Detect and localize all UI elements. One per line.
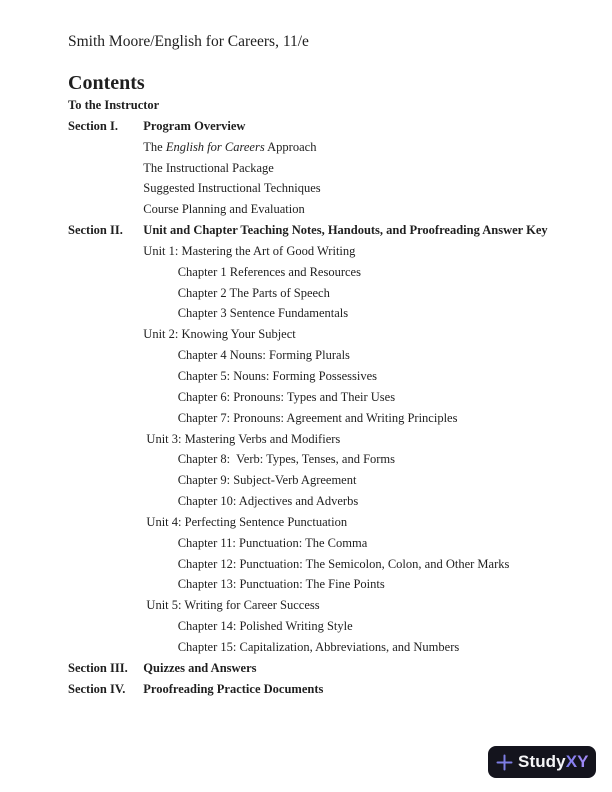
toc-item-sub (68, 158, 598, 179)
toc-section-label: Section IV. (68, 681, 126, 696)
toc-item-sub (68, 137, 598, 158)
toc-item-chapter (68, 366, 598, 387)
toc-item-title: The English for Careers Approach (143, 139, 317, 154)
toc-item-title: Unit 4: Perfecting Sentence Punctuation (143, 514, 348, 529)
toc-item-title: Chapter 10: Adjectives and Adverbs (177, 494, 359, 509)
page-title: Contents (68, 72, 145, 94)
toc-item-title: Chapter 7: Pronouns: Agreement and Writing Principles (177, 410, 458, 425)
toc-section-label: Section III. (68, 660, 128, 675)
toc-item-title: Chapter 3 Sentence Fundamentals (177, 306, 349, 321)
toc-item-sub (68, 178, 598, 199)
logo-wordmark (518, 752, 589, 772)
toc-item-section (68, 116, 598, 137)
toc-item-title: Unit 3: Mastering Verbs and Modifiers (143, 431, 341, 446)
toc-item-chapter (68, 470, 598, 491)
toc-item-title: Quizzes and Answers (143, 660, 257, 675)
toc-section-label: Section II. (68, 223, 123, 238)
toc-item-sub (68, 324, 598, 345)
toc-item-chapter (68, 616, 598, 637)
toc-item-title: Chapter 6: Pronouns: Types and Their Uses (177, 389, 396, 404)
toc-item-intro (68, 95, 598, 116)
plus-icon (496, 754, 513, 771)
toc-item-title: Unit and Chapter Teaching Notes, Handouts, and Proofreading Answer Key (143, 223, 548, 238)
toc-item-title: Chapter 1 References and Resources (177, 264, 361, 279)
toc-item-title: Chapter 15: Capitalization, Abbreviations, and Numbers (177, 639, 460, 654)
toc-item-chapter (68, 637, 598, 658)
toc-item-title: Chapter 13: Punctuation: The Fine Points (177, 577, 385, 592)
toc-item-title: The Instructional Package (143, 160, 274, 175)
toc-item-sub (68, 429, 598, 450)
toc-item-title: Proofreading Practice Documents (143, 681, 324, 696)
toc-item-chapter (68, 387, 598, 408)
toc-item-chapter (68, 303, 598, 324)
toc-list (68, 95, 598, 699)
toc-item-chapter (68, 449, 598, 470)
running-header: Smith Moore/English for Careers, 11/e (68, 33, 309, 50)
toc-item-chapter (68, 554, 598, 575)
toc-item-sub (68, 199, 598, 220)
toc-item-chapter (68, 408, 598, 429)
toc-item-section (68, 679, 598, 700)
toc-item-chapter (68, 574, 598, 595)
toc-item-title: Chapter 12: Punctuation: The Semicolon, Colon, and Other Marks (177, 556, 510, 571)
toc-item-title: Suggested Instructional Techniques (143, 181, 321, 196)
toc-section-label: Section I. (68, 118, 118, 133)
toc-item-section (68, 658, 598, 679)
toc-item-title: Chapter 8: Verb: Types, Tenses, and Forms (177, 452, 396, 467)
toc-item-title: Unit 2: Knowing Your Subject (143, 327, 296, 342)
toc-item-title: Unit 1: Mastering the Art of Good Writing (143, 243, 356, 258)
studyxy-logo-badge (488, 746, 596, 778)
toc-item-chapter (68, 262, 598, 283)
toc-item-title: Program Overview (143, 118, 246, 133)
toc-item-sub (68, 595, 598, 616)
logo-text-accent: XY (565, 752, 589, 771)
toc-item-chapter (68, 345, 598, 366)
toc-item-sub (68, 241, 598, 262)
toc-item-title: Course Planning and Evaluation (143, 202, 305, 217)
toc-item-section (68, 220, 598, 241)
toc-item-title: Chapter 2 The Parts of Speech (177, 285, 330, 300)
toc-item-chapter (68, 491, 598, 512)
logo-text-primary: Study (518, 752, 566, 771)
toc-item-title: Chapter 11: Punctuation: The Comma (177, 535, 368, 550)
toc-item-title: Unit 5: Writing for Career Success (143, 598, 320, 613)
toc-item-title: Chapter 5: Nouns: Forming Possessives (177, 368, 377, 383)
toc-item-title: Chapter 14: Polished Writing Style (177, 619, 353, 634)
toc-item-title: Chapter 4 Nouns: Forming Plurals (177, 348, 350, 363)
toc-item-title: To the Instructor (68, 98, 160, 112)
toc-item-chapter (68, 283, 598, 304)
toc-item-chapter (68, 533, 598, 554)
toc-item-title: Chapter 9: Subject-Verb Agreement (177, 473, 357, 488)
toc-item-sub (68, 512, 598, 533)
